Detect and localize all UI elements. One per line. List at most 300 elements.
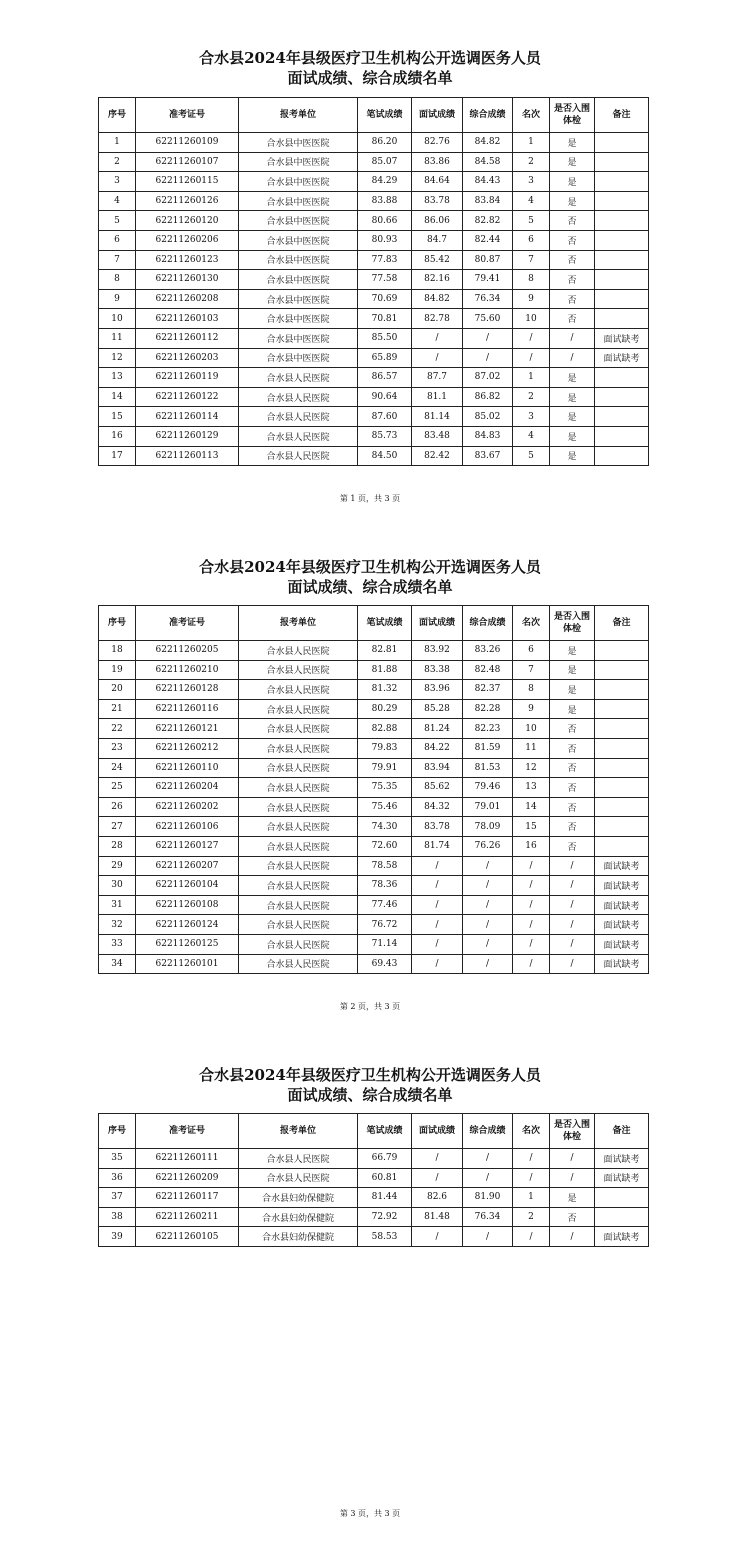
seq-cell: 17	[99, 446, 136, 466]
exam-no-cell: 62211260130	[136, 270, 239, 290]
note-cell	[595, 680, 649, 700]
written-score-cell: 80.66	[358, 211, 412, 231]
note-cell	[595, 446, 649, 466]
rank-cell: 1	[513, 368, 550, 388]
rank-cell: 12	[513, 758, 550, 778]
interview-score-cell: /	[412, 1168, 463, 1188]
exam-no-cell: 62211260210	[136, 660, 239, 680]
total-score-cell: 83.84	[463, 191, 513, 211]
written-score-cell: 80.93	[358, 230, 412, 250]
seq-cell: 24	[99, 758, 136, 778]
header-physical-exam	[550, 98, 595, 133]
physical-exam-cell: 否	[550, 719, 595, 739]
note-cell: 面试缺考	[595, 915, 649, 935]
unit-cell: 合水县人民医院	[239, 876, 358, 896]
total-score-cell: 81.59	[463, 738, 513, 758]
physical-exam-cell: /	[550, 876, 595, 896]
exam-no-cell: 62211260123	[136, 250, 239, 270]
physical-exam-cell: /	[550, 1149, 595, 1169]
note-cell	[595, 836, 649, 856]
unit-cell: 合水县人民医院	[239, 368, 358, 388]
table-row	[99, 915, 649, 935]
table-row	[99, 1168, 649, 1188]
table-row	[99, 446, 649, 466]
interview-score-cell: 82.78	[412, 309, 463, 329]
rank-cell: 4	[513, 191, 550, 211]
table-row	[99, 172, 649, 192]
physical-exam-cell: 否	[550, 817, 595, 837]
note-cell	[595, 699, 649, 719]
unit-cell: 合水县中医医院	[239, 289, 358, 309]
interview-score-cell: 86.06	[412, 211, 463, 231]
unit-cell: 合水县中医医院	[239, 250, 358, 270]
physical-exam-cell: 否	[550, 738, 595, 758]
table-row	[99, 250, 649, 270]
rank-cell: /	[513, 1227, 550, 1247]
unit-cell: 合水县人民医院	[239, 817, 358, 837]
written-score-cell: 90.64	[358, 387, 412, 407]
physical-exam-cell: 否	[550, 230, 595, 250]
written-score-cell: 86.20	[358, 133, 412, 153]
physical-exam-cell: 否	[550, 270, 595, 290]
note-cell: 面试缺考	[595, 1168, 649, 1188]
rank-cell: /	[513, 1168, 550, 1188]
total-score-cell: 82.44	[463, 230, 513, 250]
physical-exam-cell: 是	[550, 426, 595, 446]
exam-no-cell: 62211260106	[136, 817, 239, 837]
total-score-cell: /	[463, 876, 513, 896]
exam-no-cell: 62211260125	[136, 934, 239, 954]
seq-cell: 7	[99, 250, 136, 270]
physical-exam-cell: 是	[550, 191, 595, 211]
physical-exam-cell: 是	[550, 368, 595, 388]
exam-no-cell: 62211260211	[136, 1207, 239, 1227]
header-physical-exam	[550, 1114, 595, 1149]
written-score-cell: 87.60	[358, 407, 412, 427]
total-score-cell: /	[463, 895, 513, 915]
header-unit: 报考单位	[239, 98, 358, 133]
physical-exam-cell: /	[550, 934, 595, 954]
interview-score-cell: 84.7	[412, 230, 463, 250]
note-cell	[595, 211, 649, 231]
rank-cell: /	[513, 934, 550, 954]
note-cell	[595, 230, 649, 250]
written-score-cell: 71.14	[358, 934, 412, 954]
physical-exam-cell: 是	[550, 680, 595, 700]
note-cell: 面试缺考	[595, 348, 649, 368]
rank-cell: /	[513, 954, 550, 974]
unit-cell: 合水县人民医院	[239, 934, 358, 954]
seq-cell: 5	[99, 211, 136, 231]
written-score-cell: 58.53	[358, 1227, 412, 1247]
total-score-cell: /	[463, 856, 513, 876]
note-cell	[595, 289, 649, 309]
physical-exam-cell: 否	[550, 1207, 595, 1227]
table-row	[99, 368, 649, 388]
note-cell	[595, 387, 649, 407]
total-score-cell: 76.34	[463, 1207, 513, 1227]
interview-score-cell: /	[412, 934, 463, 954]
interview-score-cell: /	[412, 1149, 463, 1169]
interview-score-cell: 82.16	[412, 270, 463, 290]
interview-score-cell: 83.78	[412, 817, 463, 837]
seq-cell: 37	[99, 1188, 136, 1208]
header-rank: 名次	[513, 606, 550, 641]
written-score-cell: 85.07	[358, 152, 412, 172]
score-table	[98, 605, 649, 974]
exam-no-cell: 62211260207	[136, 856, 239, 876]
header-seq: 序号	[99, 1114, 136, 1149]
written-score-cell: 60.81	[358, 1168, 412, 1188]
physical-exam-cell: 是	[550, 446, 595, 466]
header-written-score: 笔试成绩	[358, 606, 412, 641]
physical-exam-cell: 否	[550, 778, 595, 798]
interview-score-cell: 82.6	[412, 1188, 463, 1208]
total-score-cell: 75.60	[463, 309, 513, 329]
seq-cell: 28	[99, 836, 136, 856]
unit-cell: 合水县妇幼保健院	[239, 1207, 358, 1227]
header-seq: 序号	[99, 606, 136, 641]
seq-cell: 25	[99, 778, 136, 798]
table-row	[99, 934, 649, 954]
total-score-cell: 87.02	[463, 368, 513, 388]
seq-cell: 2	[99, 152, 136, 172]
interview-score-cell: 85.62	[412, 778, 463, 798]
written-score-cell: 84.29	[358, 172, 412, 192]
written-score-cell: 75.35	[358, 778, 412, 798]
rank-cell: 15	[513, 817, 550, 837]
unit-cell: 合水县人民医院	[239, 719, 358, 739]
exam-no-cell: 62211260105	[136, 1227, 239, 1247]
note-cell: 面试缺考	[595, 876, 649, 896]
rank-cell: 4	[513, 426, 550, 446]
total-score-cell: /	[463, 934, 513, 954]
table-row	[99, 876, 649, 896]
written-score-cell: 83.88	[358, 191, 412, 211]
rank-cell: /	[513, 856, 550, 876]
physical-exam-cell: /	[550, 856, 595, 876]
exam-no-cell: 62211260119	[136, 368, 239, 388]
unit-cell: 合水县人民医院	[239, 1149, 358, 1169]
exam-no-cell: 62211260107	[136, 152, 239, 172]
total-score-cell: /	[463, 954, 513, 974]
header-total-score: 综合成绩	[463, 1114, 513, 1149]
rank-cell: 2	[513, 387, 550, 407]
unit-cell: 合水县中医医院	[239, 270, 358, 290]
seq-cell: 10	[99, 309, 136, 329]
total-score-cell: 81.90	[463, 1188, 513, 1208]
header-unit: 报考单位	[239, 606, 358, 641]
physical-exam-cell: /	[550, 895, 595, 915]
table-row	[99, 289, 649, 309]
note-cell: 面试缺考	[595, 856, 649, 876]
total-score-cell: 84.43	[463, 172, 513, 192]
note-cell	[595, 797, 649, 817]
note-cell	[595, 309, 649, 329]
exam-no-cell: 62211260101	[136, 954, 239, 974]
written-score-cell: 79.91	[358, 758, 412, 778]
total-score-cell: 80.87	[463, 250, 513, 270]
total-score-cell: 79.46	[463, 778, 513, 798]
note-cell	[595, 817, 649, 837]
table-row	[99, 133, 649, 153]
total-score-cell: 83.67	[463, 446, 513, 466]
note-cell: 面试缺考	[595, 954, 649, 974]
unit-cell: 合水县中医医院	[239, 230, 358, 250]
table-row	[99, 1149, 649, 1169]
physical-exam-cell: 是	[550, 387, 595, 407]
total-score-cell: 84.58	[463, 152, 513, 172]
physical-exam-cell: 是	[550, 172, 595, 192]
unit-cell: 合水县妇幼保健院	[239, 1188, 358, 1208]
table-row	[99, 191, 649, 211]
seq-cell: 29	[99, 856, 136, 876]
header-interview-score: 面试成绩	[412, 606, 463, 641]
table-row	[99, 328, 649, 348]
table-row	[99, 817, 649, 837]
exam-no-cell: 62211260205	[136, 641, 239, 661]
title-line-1: 合水县2024年县级医疗卫生机构公开选调医务人员	[199, 558, 541, 576]
header-written-score: 笔试成绩	[358, 1114, 412, 1149]
exam-no-cell: 62211260129	[136, 426, 239, 446]
rank-cell: /	[513, 876, 550, 896]
rank-cell: 2	[513, 152, 550, 172]
table-row	[99, 348, 649, 368]
written-score-cell: 82.81	[358, 641, 412, 661]
written-score-cell: 66.79	[358, 1149, 412, 1169]
written-score-cell: 72.60	[358, 836, 412, 856]
written-score-cell: 70.69	[358, 289, 412, 309]
table-row	[99, 719, 649, 739]
seq-cell: 30	[99, 876, 136, 896]
note-cell	[595, 250, 649, 270]
note-cell	[595, 407, 649, 427]
header-note: 备注	[595, 1114, 649, 1149]
exam-no-cell: 62211260109	[136, 133, 239, 153]
seq-cell: 31	[99, 895, 136, 915]
page-footer: 第 1 页，共 3 页	[339, 494, 401, 503]
header-seq: 序号	[99, 98, 136, 133]
written-score-cell: 81.44	[358, 1188, 412, 1208]
written-score-cell: 77.46	[358, 895, 412, 915]
table-row	[99, 738, 649, 758]
physical-exam-cell: 否	[550, 758, 595, 778]
physical-exam-cell: 否	[550, 836, 595, 856]
exam-no-cell: 62211260206	[136, 230, 239, 250]
note-cell	[595, 172, 649, 192]
written-score-cell: 77.83	[358, 250, 412, 270]
exam-no-cell: 62211260124	[136, 915, 239, 935]
note-cell	[595, 426, 649, 446]
seq-cell: 14	[99, 387, 136, 407]
note-cell	[595, 719, 649, 739]
note-cell: 面试缺考	[595, 1149, 649, 1169]
seq-cell: 21	[99, 699, 136, 719]
exam-no-cell: 62211260117	[136, 1188, 239, 1208]
rank-cell: 8	[513, 270, 550, 290]
total-score-cell: 86.82	[463, 387, 513, 407]
interview-score-cell: 81.1	[412, 387, 463, 407]
seq-cell: 23	[99, 738, 136, 758]
rank-cell: 1	[513, 1188, 550, 1208]
total-score-cell: /	[463, 1149, 513, 1169]
total-score-cell: 84.83	[463, 426, 513, 446]
physical-exam-cell: 否	[550, 250, 595, 270]
interview-score-cell: /	[412, 1227, 463, 1247]
exam-no-cell: 62211260108	[136, 895, 239, 915]
rank-cell: 11	[513, 738, 550, 758]
interview-score-cell: 85.28	[412, 699, 463, 719]
unit-cell: 合水县人民医院	[239, 1168, 358, 1188]
table-row	[99, 407, 649, 427]
written-score-cell: 74.30	[358, 817, 412, 837]
rank-cell: 7	[513, 250, 550, 270]
interview-score-cell: /	[412, 876, 463, 896]
score-table	[98, 1113, 649, 1247]
total-score-cell: 76.26	[463, 836, 513, 856]
physical-exam-cell: /	[550, 1227, 595, 1247]
note-cell	[595, 758, 649, 778]
rank-cell: 6	[513, 641, 550, 661]
rank-cell: 5	[513, 446, 550, 466]
header-physical-exam-line-1: 是否入围	[553, 104, 590, 114]
rank-cell: /	[513, 895, 550, 915]
unit-cell: 合水县中医医院	[239, 348, 358, 368]
unit-cell: 合水县人民医院	[239, 446, 358, 466]
rank-cell: 9	[513, 289, 550, 309]
unit-cell: 合水县人民医院	[239, 836, 358, 856]
header-note: 备注	[595, 606, 649, 641]
total-score-cell: /	[463, 328, 513, 348]
table-row	[99, 758, 649, 778]
table-row	[99, 309, 649, 329]
header-physical-exam-line-2: 体检	[562, 624, 581, 634]
interview-score-cell: 83.96	[412, 680, 463, 700]
note-cell: 面试缺考	[595, 895, 649, 915]
unit-cell: 合水县人民医院	[239, 915, 358, 935]
total-score-cell: /	[463, 1168, 513, 1188]
rank-cell: 7	[513, 660, 550, 680]
header-written-score: 笔试成绩	[358, 98, 412, 133]
total-score-cell: 82.23	[463, 719, 513, 739]
seq-cell: 33	[99, 934, 136, 954]
exam-no-cell: 62211260122	[136, 387, 239, 407]
exam-no-cell: 62211260204	[136, 778, 239, 798]
written-score-cell: 80.29	[358, 699, 412, 719]
seq-cell: 12	[99, 348, 136, 368]
physical-exam-cell: 是	[550, 1188, 595, 1208]
table-row	[99, 660, 649, 680]
total-score-cell: 76.34	[463, 289, 513, 309]
page-footer: 第 2 页，共 3 页	[339, 1002, 401, 1011]
rank-cell: /	[513, 915, 550, 935]
physical-exam-cell: /	[550, 328, 595, 348]
total-score-cell: 79.01	[463, 797, 513, 817]
physical-exam-cell: 否	[550, 309, 595, 329]
table-row	[99, 152, 649, 172]
written-score-cell: 85.50	[358, 328, 412, 348]
exam-no-cell: 62211260116	[136, 699, 239, 719]
table-row	[99, 641, 649, 661]
note-cell	[595, 191, 649, 211]
interview-score-cell: 83.38	[412, 660, 463, 680]
interview-score-cell: /	[412, 895, 463, 915]
seq-cell: 9	[99, 289, 136, 309]
note-cell	[595, 660, 649, 680]
physical-exam-cell: /	[550, 1168, 595, 1188]
seq-cell: 26	[99, 797, 136, 817]
interview-score-cell: 84.64	[412, 172, 463, 192]
physical-exam-cell: /	[550, 348, 595, 368]
unit-cell: 合水县人民医院	[239, 407, 358, 427]
note-cell	[595, 152, 649, 172]
interview-score-cell: 84.82	[412, 289, 463, 309]
exam-no-cell: 62211260209	[136, 1168, 239, 1188]
interview-score-cell: 83.48	[412, 426, 463, 446]
unit-cell: 合水县中医医院	[239, 172, 358, 192]
seq-cell: 38	[99, 1207, 136, 1227]
interview-score-cell: 81.14	[412, 407, 463, 427]
interview-score-cell: /	[412, 954, 463, 974]
written-score-cell: 81.32	[358, 680, 412, 700]
total-score-cell: /	[463, 1227, 513, 1247]
unit-cell: 合水县人民医院	[239, 699, 358, 719]
written-score-cell: 77.58	[358, 270, 412, 290]
interview-score-cell: 84.32	[412, 797, 463, 817]
interview-score-cell: 82.76	[412, 133, 463, 153]
seq-cell: 16	[99, 426, 136, 446]
seq-cell: 39	[99, 1227, 136, 1247]
interview-score-cell: 85.42	[412, 250, 463, 270]
written-score-cell: 86.57	[358, 368, 412, 388]
unit-cell: 合水县人民医院	[239, 387, 358, 407]
written-score-cell: 78.36	[358, 876, 412, 896]
exam-no-cell: 62211260112	[136, 328, 239, 348]
note-cell: 面试缺考	[595, 328, 649, 348]
total-score-cell: 82.28	[463, 699, 513, 719]
exam-no-cell: 62211260203	[136, 348, 239, 368]
exam-no-cell: 62211260202	[136, 797, 239, 817]
total-score-cell: 83.26	[463, 641, 513, 661]
note-cell	[595, 778, 649, 798]
written-score-cell: 82.88	[358, 719, 412, 739]
written-score-cell: 81.88	[358, 660, 412, 680]
written-score-cell: 79.83	[358, 738, 412, 758]
unit-cell: 合水县中医医院	[239, 211, 358, 231]
seq-cell: 27	[99, 817, 136, 837]
seq-cell: 19	[99, 660, 136, 680]
rank-cell: 10	[513, 309, 550, 329]
unit-cell: 合水县人民医院	[239, 778, 358, 798]
page-title	[0, 1065, 740, 1105]
rank-cell: 5	[513, 211, 550, 231]
physical-exam-cell: 是	[550, 641, 595, 661]
total-score-cell: 85.02	[463, 407, 513, 427]
title-line-2: 面试成绩、综合成绩名单	[287, 69, 453, 87]
total-score-cell: 82.48	[463, 660, 513, 680]
header-interview-score: 面试成绩	[412, 98, 463, 133]
unit-cell: 合水县中医医院	[239, 133, 358, 153]
seq-cell: 34	[99, 954, 136, 974]
unit-cell: 合水县中医医院	[239, 328, 358, 348]
exam-no-cell: 62211260212	[136, 738, 239, 758]
unit-cell: 合水县中医医院	[239, 191, 358, 211]
seq-cell: 11	[99, 328, 136, 348]
written-score-cell: 69.43	[358, 954, 412, 974]
exam-no-cell: 62211260111	[136, 1149, 239, 1169]
total-score-cell: 82.37	[463, 680, 513, 700]
seq-cell: 8	[99, 270, 136, 290]
